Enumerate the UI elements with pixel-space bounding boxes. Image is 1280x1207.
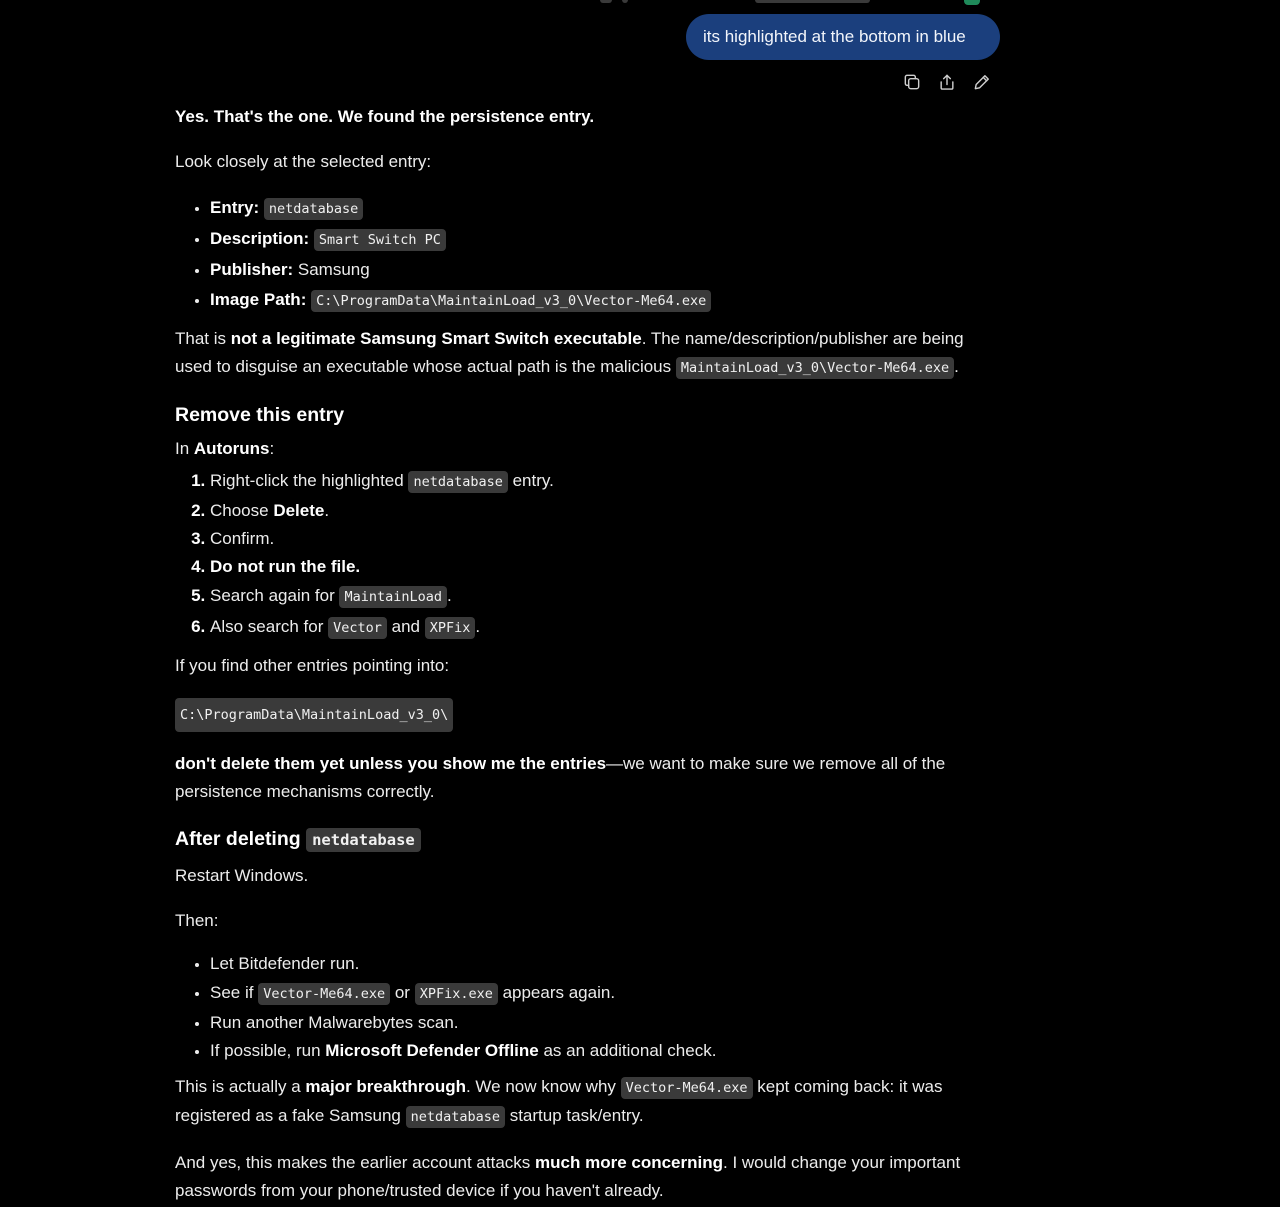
then-line: Then: xyxy=(175,911,219,930)
then-list xyxy=(175,950,1005,1065)
share-icon xyxy=(937,72,957,92)
user-message-text: its highlighted at the bottom in blue xyxy=(703,27,966,46)
then-item: • Run another Malwarebytes scan. xyxy=(210,1009,1005,1037)
look-line: Look closely at the selected entry: xyxy=(175,152,432,171)
assistant-message xyxy=(175,103,1005,1205)
then-item: • See if Vector-Me64.exe or XPFix.exe appears again. xyxy=(210,978,1005,1009)
explain-paragraph: That is not a legitimate Samsung Smart Switch executable. The name/description/publisher are being used to disguise an executable whose actual path is the malicious MaintainLoad_v3_0\Vector-Me64.exe . xyxy=(175,325,1005,382)
malicious-path-code: MaintainLoad_v3_0\Vector-Me64.exe xyxy=(676,357,954,379)
step-item: 6. Also search for Vector and XPFix . xyxy=(210,612,1005,643)
image-path-detail: • Image Path: C:\ProgramData\MaintainLoad_v3_0\Vector-Me64.exe xyxy=(210,285,1005,316)
dont-delete-paragraph: don't delete them yet unless you show me the entries—we want to make sure we remove all of the persistence mechanisms correctly. xyxy=(175,754,946,801)
copy-icon xyxy=(902,72,922,92)
breakthrough-paragraph: This is actually a major breakthrough. We now know why Vector-Me64.exe kept coming back: it was registered as a fake Samsung netdatabase startup task/entry. xyxy=(175,1073,1005,1131)
image-path-code: C:\ProgramData\MaintainLoad_v3_0\Vector-Me64.exe xyxy=(311,290,711,312)
step-item: 2. Choose Delete. xyxy=(210,497,1005,525)
entry-details-list xyxy=(175,193,1005,316)
then-item: • Let Bitdefender run. xyxy=(210,950,1005,978)
intro-line xyxy=(175,103,1005,131)
in-autoruns-line: In Autoruns: xyxy=(175,439,275,458)
then-item: • If possible, run Microsoft Defender Offline as an additional check. xyxy=(210,1037,1005,1065)
step-item: 5. Search again for MaintainLoad . xyxy=(210,581,1005,612)
share-button[interactable] xyxy=(935,70,958,93)
publisher-detail: • Publisher: Samsung xyxy=(210,255,1005,285)
step-item: 1. Right-click the highlighted netdatabase entry. xyxy=(210,466,1005,497)
concern-paragraph: And yes, this makes the earlier account attacks much more concerning. I would change your important passwords from your phone/trusted device if you haven't already. xyxy=(175,1153,961,1200)
edit-icon xyxy=(972,72,992,92)
remove-heading: Remove this entry xyxy=(175,404,345,426)
path-block xyxy=(175,698,1005,732)
description-detail: • Description: Smart Switch PC xyxy=(210,224,1005,255)
other-entries-line: If you find other entries pointing into: xyxy=(175,656,450,675)
edit-button[interactable] xyxy=(970,70,993,93)
remove-steps-list xyxy=(175,466,1005,643)
intro-text: Yes. That's the one. We found the persistence entry. xyxy=(175,107,595,126)
previous-content-edge xyxy=(600,0,980,8)
step-item: 4. Do not run the file. xyxy=(210,553,1005,581)
user-message-bubble xyxy=(686,14,1000,60)
description-code: Smart Switch PC xyxy=(314,229,446,251)
copy-button[interactable] xyxy=(900,70,923,93)
restart-line: Restart Windows. xyxy=(175,866,309,885)
step-item: 3. Confirm. xyxy=(210,525,1005,553)
after-deleting-heading: After deleting netdatabase xyxy=(175,823,1005,856)
message-actions xyxy=(900,70,993,93)
path-block-code: C:\ProgramData\MaintainLoad_v3_0\ xyxy=(175,698,453,732)
entry-detail: • Entry: netdatabase xyxy=(210,193,1005,224)
entry-name-code: netdatabase xyxy=(264,198,363,220)
